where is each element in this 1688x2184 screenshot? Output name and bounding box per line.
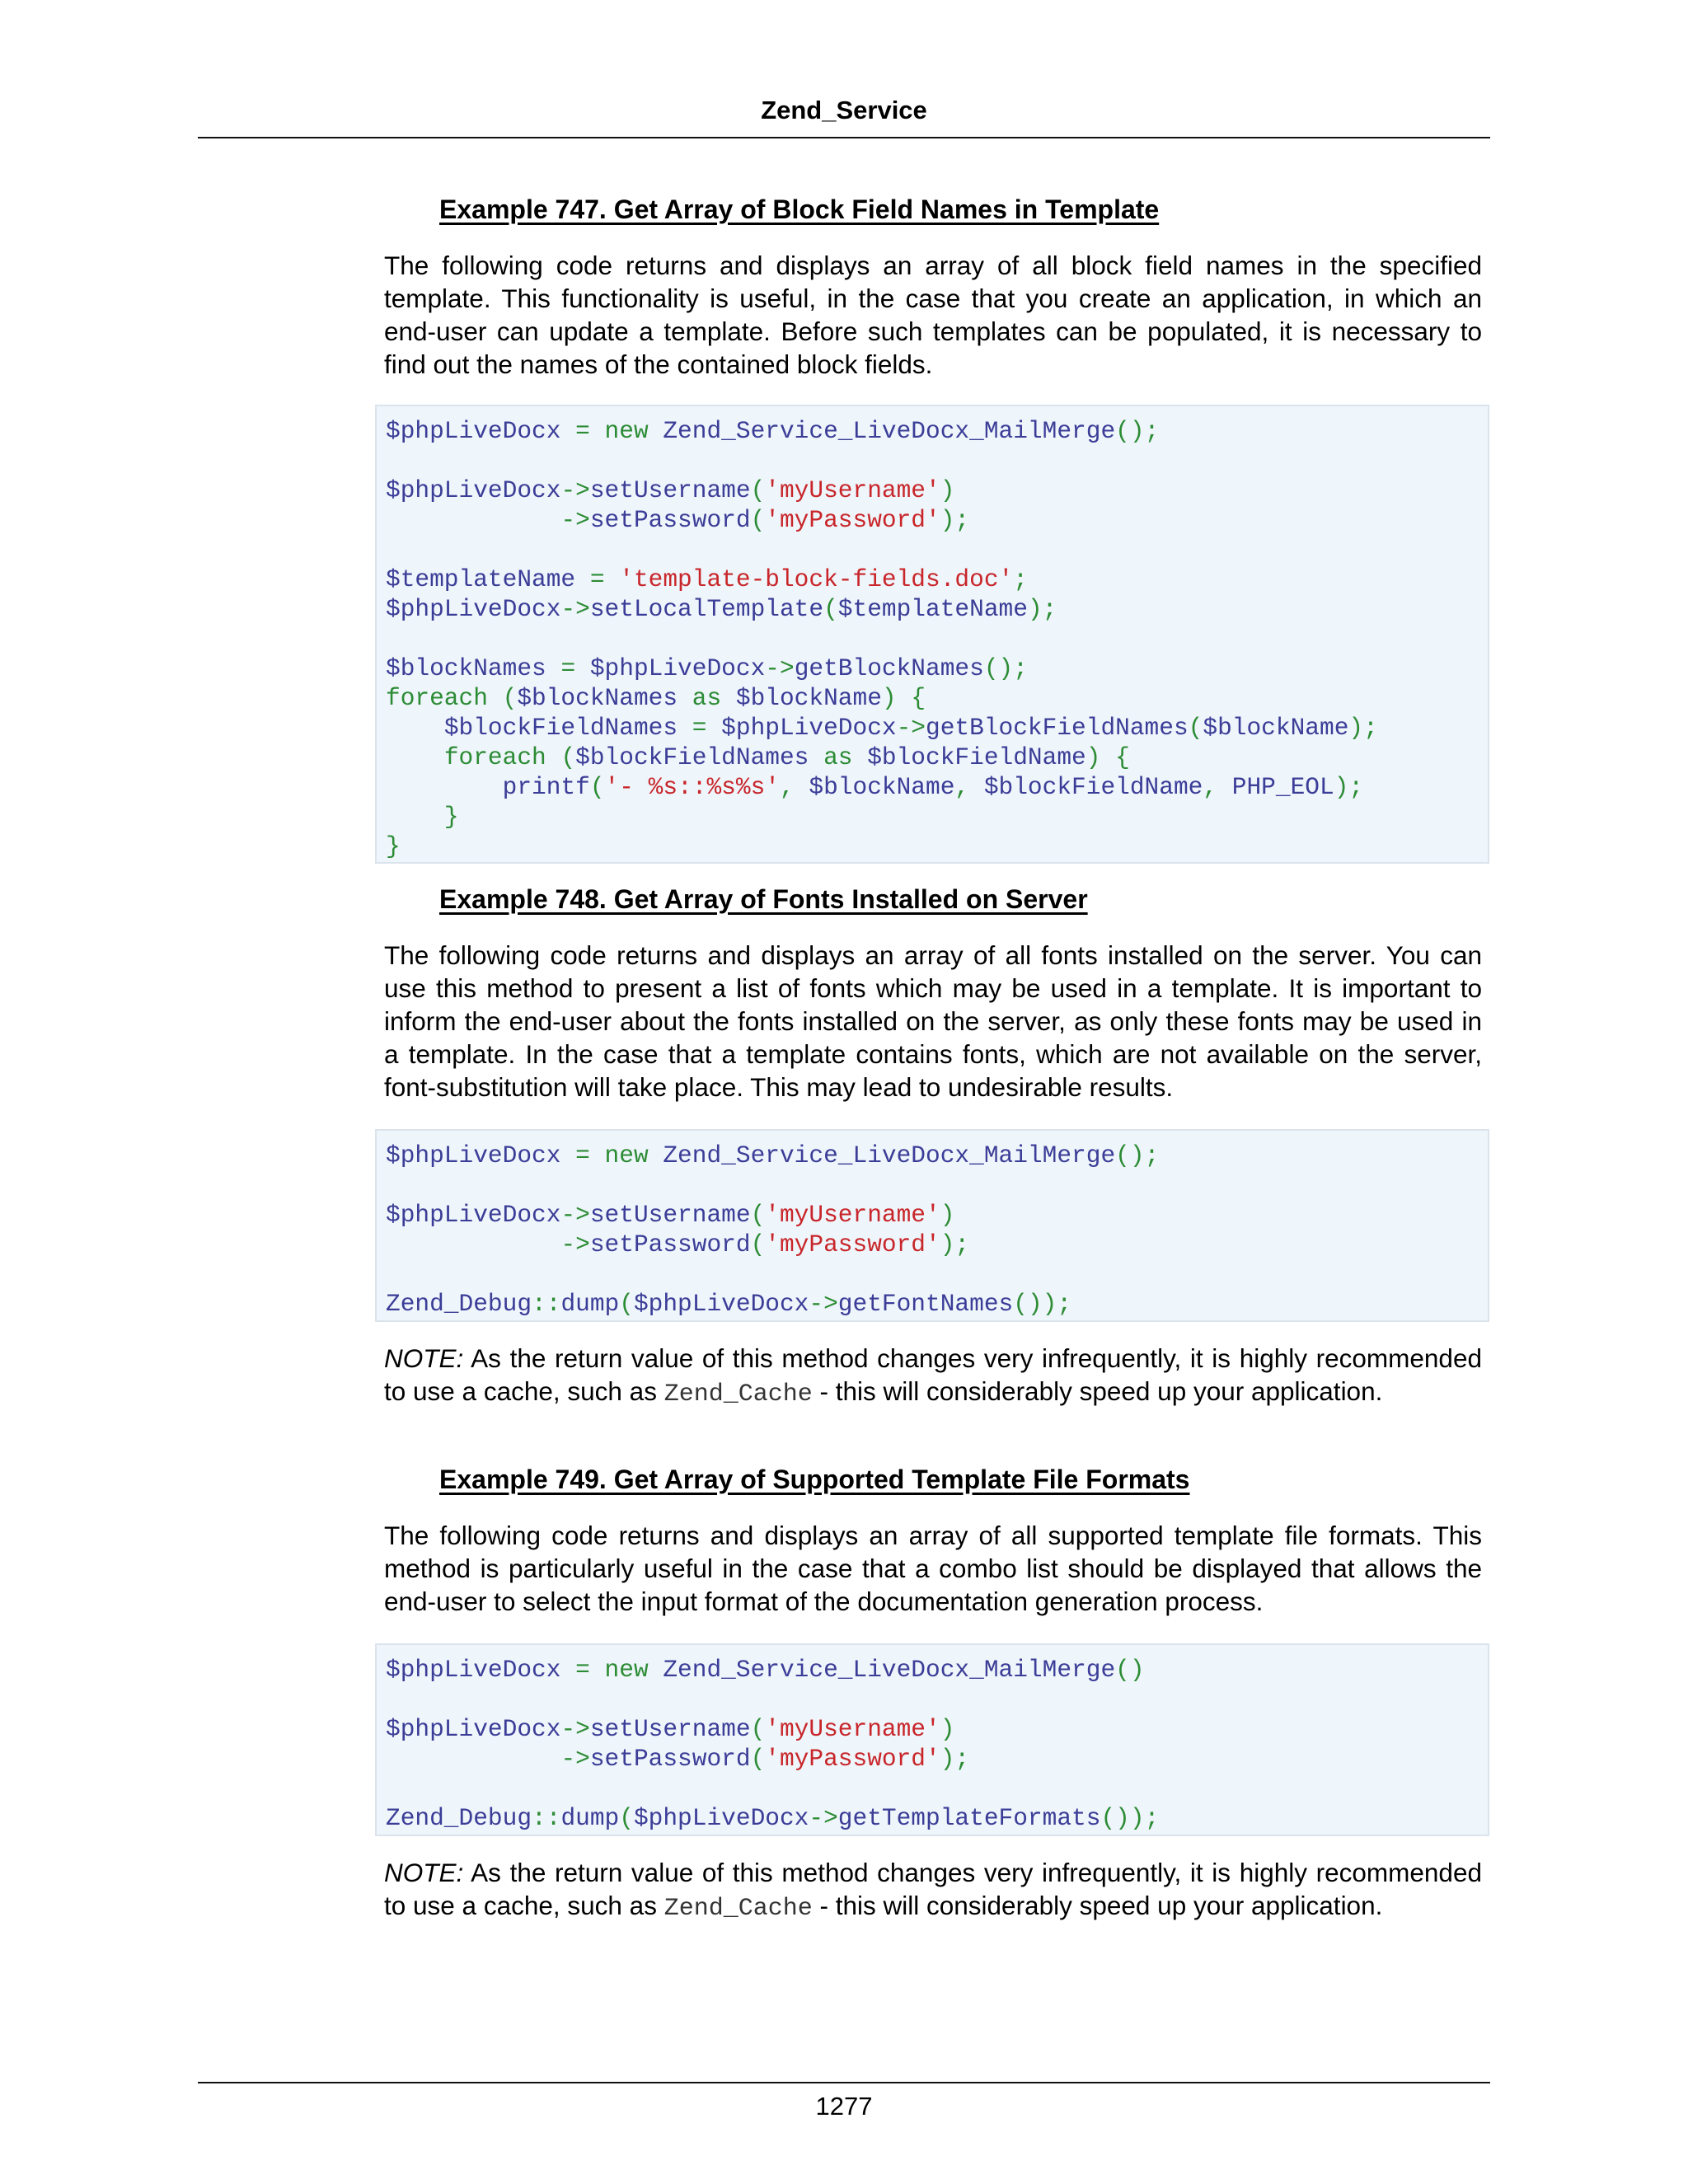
- example-747-title: Example 747. Get Array of Block Field Names in Template: [439, 194, 1160, 224]
- note-code: Zend_Cache: [663, 1895, 813, 1923]
- note-text-after: - this will considerably speed up your application.: [812, 1891, 1383, 1920]
- example-747-description: The following code returns and displays an array of all block field names in the specified template. This functionality is useful, in the case that you create an application, in which an end-user can update a template. Before such templates can be populated, it is necessary to find out the names of the contained block fields.: [384, 251, 1482, 379]
- example-748-note: [384, 1342, 1482, 1411]
- example-749-code: $phpLiveDocx = new Zend_Service_LiveDocx_MailMerge() $phpLiveDocx->setUsername('myUsername') ->setPassword('myPassword'); Zend_Debug::dump($phpLiveDocx->getTemplateFormats());: [386, 1656, 1160, 1832]
- example-749-note: [384, 1856, 1482, 1925]
- example-749-description: The following code returns and displays an array of all supported template file formats. This method is particularly useful in the case that a combo list should be displayed that allows the end-user to select the input format of the documentation generation process.: [384, 1521, 1482, 1616]
- example-748-title: Example 748. Get Array of Fonts Installed on Server: [439, 884, 1088, 914]
- footer-rule: [198, 2082, 1490, 2083]
- running-header: Zend_Service: [761, 96, 927, 124]
- note-code: Zend_Cache: [663, 1380, 813, 1408]
- example-747-code: $phpLiveDocx = new Zend_Service_LiveDocx_MailMerge(); $phpLiveDocx->setUsername('myUsername') ->setPassword('myPassword'); $templateName = 'template-block-fields.doc'; $phpLiveDocx->setLocalTemplate($templateName); $blockNames = $phpLiveDocx->getBlockNames(); foreach ($blockNames as $blockName) { $blockFieldNames = $phpLiveDocx->getBlockFieldNames($blockName); foreach ($blockFieldNames as $blockFieldName) { printf('- %s::%s%s', $blockName, $blockFieldName, PHP_EOL); } }: [386, 417, 1378, 860]
- example-748-code: $phpLiveDocx = new Zend_Service_LiveDocx_MailMerge(); $phpLiveDocx->setUsername('myUsername') ->setPassword('myPassword'); Zend_Debug::dump($phpLiveDocx->getFontNames());: [386, 1141, 1160, 1318]
- note-text-before: As the return value of this method changes very infrequently, it is highly recommended to use a cache, such as: [384, 1858, 1482, 1920]
- example-748-description: The following code returns and displays an array of all fonts installed on the server. You can use this method to present a list of fonts which may be used in a template. It is important to inform the end-user about the fonts installed on the server, as only these fonts may be used in a template. In the case that a template contains fonts, which are not available on the server, font-substitution will take place. This may lead to undesirable results.: [384, 940, 1482, 1102]
- example-749-title: Example 749. Get Array of Supported Template File Formats: [439, 1465, 1190, 1494]
- note-text-before: As the return value of this method changes very infrequently, it is highly recommended to use a cache, such as: [384, 1343, 1482, 1406]
- example-748-code-block: [375, 1129, 1489, 1322]
- note-label: NOTE:: [384, 1858, 464, 1887]
- example-749-code-block: [375, 1643, 1489, 1836]
- note-label: NOTE:: [384, 1343, 464, 1373]
- example-747-code-block: [375, 405, 1489, 864]
- header-rule: [198, 137, 1490, 138]
- page-number: 1277: [815, 2092, 873, 2121]
- note-text-after: - this will considerably speed up your application.: [812, 1376, 1383, 1406]
